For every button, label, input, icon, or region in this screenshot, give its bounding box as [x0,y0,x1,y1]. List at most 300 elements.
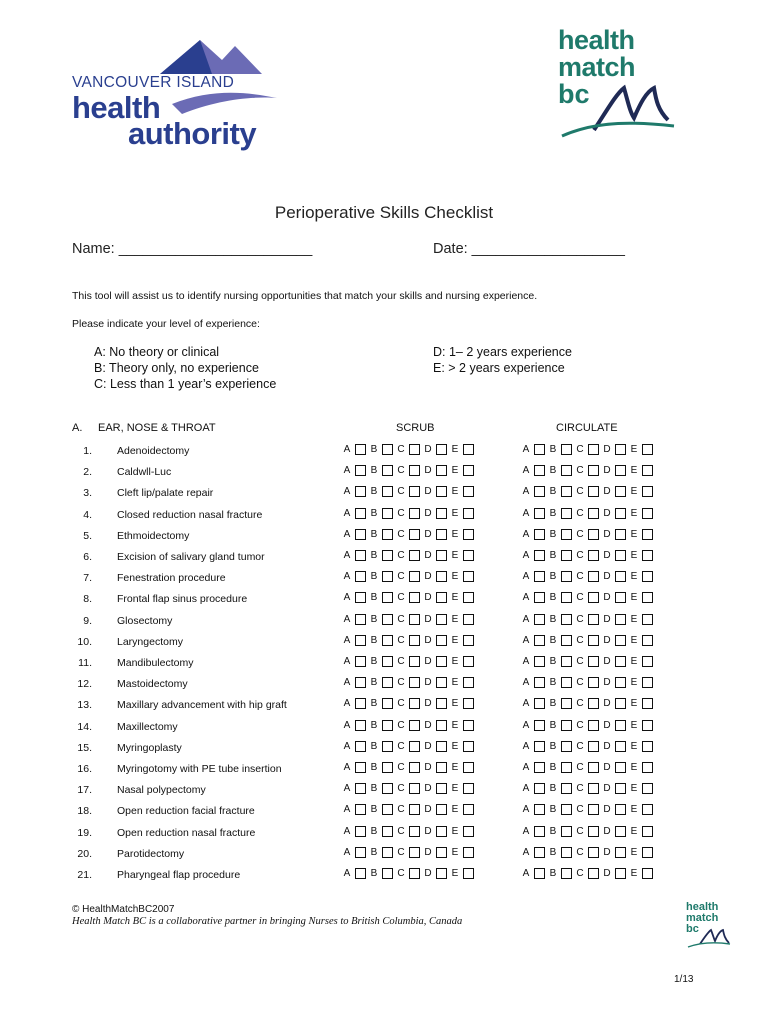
checkbox[interactable] [463,614,474,625]
checkbox[interactable] [615,847,626,858]
scrub-option-d[interactable] [423,635,450,646]
checkbox[interactable] [436,656,447,667]
scrub-option-e[interactable] [450,592,477,603]
checkbox[interactable] [382,529,393,540]
circulate-option-d[interactable] [602,508,629,519]
checkbox[interactable] [642,592,653,603]
circulate-option-c[interactable] [575,804,602,815]
checkbox[interactable] [409,720,420,731]
circulate-option-d[interactable] [602,698,629,709]
checkbox[interactable] [642,698,653,709]
checkbox[interactable] [588,635,599,646]
scrub-option-c[interactable] [396,635,423,646]
checkbox[interactable] [642,847,653,858]
checkbox[interactable] [382,677,393,688]
scrub-option-d[interactable] [423,465,450,476]
circulate-option-e[interactable] [629,868,656,879]
checkbox[interactable] [642,508,653,519]
checkbox[interactable] [436,571,447,582]
checkbox[interactable] [534,465,545,476]
checkbox[interactable] [463,508,474,519]
scrub-option-c[interactable] [396,529,423,540]
checkbox[interactable] [561,762,572,773]
checkbox[interactable] [561,486,572,497]
checkbox[interactable] [382,847,393,858]
checkbox[interactable] [561,529,572,540]
circulate-option-c[interactable] [575,698,602,709]
checkbox[interactable] [382,486,393,497]
scrub-option-e[interactable] [450,656,477,667]
checkbox[interactable] [382,550,393,561]
checkbox[interactable] [615,720,626,731]
scrub-option-e[interactable] [450,741,477,752]
checkbox[interactable] [409,529,420,540]
scrub-option-e[interactable] [450,783,477,794]
checkbox[interactable] [561,656,572,667]
circulate-option-c[interactable] [575,508,602,519]
scrub-option-e[interactable] [450,847,477,858]
scrub-option-e[interactable] [450,720,477,731]
circulate-option-a[interactable] [521,868,548,879]
checkbox[interactable] [382,508,393,519]
checkbox[interactable] [382,465,393,476]
circulate-option-d[interactable] [602,571,629,582]
circulate-option-d[interactable] [602,529,629,540]
scrub-option-b[interactable] [369,614,396,625]
checkbox[interactable] [463,550,474,561]
circulate-option-c[interactable] [575,444,602,455]
circulate-option-e[interactable] [629,635,656,646]
checkbox[interactable] [382,635,393,646]
checkbox[interactable] [382,444,393,455]
scrub-option-c[interactable] [396,486,423,497]
checkbox[interactable] [355,614,366,625]
checkbox[interactable] [588,762,599,773]
circulate-option-e[interactable] [629,677,656,688]
checkbox[interactable] [355,486,366,497]
checkbox[interactable] [588,444,599,455]
checkbox[interactable] [534,529,545,540]
checkbox[interactable] [588,529,599,540]
scrub-option-a[interactable] [342,762,369,773]
scrub-option-b[interactable] [369,677,396,688]
circulate-option-b[interactable] [548,529,575,540]
circulate-option-a[interactable] [521,614,548,625]
scrub-option-d[interactable] [423,656,450,667]
circulate-option-c[interactable] [575,529,602,540]
circulate-option-c[interactable] [575,656,602,667]
checkbox[interactable] [463,868,474,879]
scrub-option-c[interactable] [396,571,423,582]
circulate-option-b[interactable] [548,698,575,709]
checkbox[interactable] [642,720,653,731]
circulate-option-c[interactable] [575,826,602,837]
checkbox[interactable] [409,635,420,646]
checkbox[interactable] [534,868,545,879]
checkbox[interactable] [534,508,545,519]
checkbox[interactable] [355,656,366,667]
scrub-option-a[interactable] [342,847,369,858]
circulate-option-a[interactable] [521,592,548,603]
circulate-option-a[interactable] [521,762,548,773]
scrub-option-b[interactable] [369,804,396,815]
scrub-option-d[interactable] [423,804,450,815]
circulate-option-b[interactable] [548,465,575,476]
circulate-option-b[interactable] [548,571,575,582]
checkbox[interactable] [561,677,572,688]
scrub-option-b[interactable] [369,465,396,476]
checkbox[interactable] [588,698,599,709]
checkbox[interactable] [642,783,653,794]
checkbox[interactable] [561,847,572,858]
checkbox[interactable] [588,656,599,667]
circulate-option-e[interactable] [629,826,656,837]
checkbox[interactable] [463,804,474,815]
circulate-option-e[interactable] [629,529,656,540]
circulate-option-e[interactable] [629,762,656,773]
scrub-option-a[interactable] [342,826,369,837]
checkbox[interactable] [534,592,545,603]
checkbox[interactable] [382,741,393,752]
circulate-option-c[interactable] [575,465,602,476]
checkbox[interactable] [642,486,653,497]
checkbox[interactable] [355,804,366,815]
circulate-option-d[interactable] [602,720,629,731]
checkbox[interactable] [436,486,447,497]
checkbox[interactable] [642,614,653,625]
circulate-option-e[interactable] [629,508,656,519]
checkbox[interactable] [534,762,545,773]
circulate-option-a[interactable] [521,826,548,837]
checkbox[interactable] [615,677,626,688]
scrub-option-e[interactable] [450,529,477,540]
checkbox[interactable] [615,635,626,646]
scrub-option-a[interactable] [342,741,369,752]
checkbox[interactable] [588,677,599,688]
circulate-option-b[interactable] [548,486,575,497]
circulate-option-c[interactable] [575,571,602,582]
circulate-option-c[interactable] [575,592,602,603]
circulate-option-c[interactable] [575,847,602,858]
scrub-option-b[interactable] [369,486,396,497]
checkbox[interactable] [642,868,653,879]
scrub-option-d[interactable] [423,486,450,497]
checkbox[interactable] [642,571,653,582]
checkbox[interactable] [588,550,599,561]
checkbox[interactable] [561,614,572,625]
scrub-option-c[interactable] [396,698,423,709]
checkbox[interactable] [588,465,599,476]
circulate-option-a[interactable] [521,741,548,752]
checkbox[interactable] [355,720,366,731]
scrub-option-e[interactable] [450,465,477,476]
checkbox[interactable] [409,550,420,561]
checkbox[interactable] [588,847,599,858]
checkbox[interactable] [642,465,653,476]
scrub-option-c[interactable] [396,444,423,455]
checkbox[interactable] [615,783,626,794]
checkbox[interactable] [436,847,447,858]
circulate-option-b[interactable] [548,635,575,646]
circulate-option-a[interactable] [521,508,548,519]
checkbox[interactable] [561,465,572,476]
checkbox[interactable] [463,847,474,858]
checkbox[interactable] [436,783,447,794]
scrub-option-d[interactable] [423,698,450,709]
circulate-option-d[interactable] [602,783,629,794]
checkbox[interactable] [642,635,653,646]
checkbox[interactable] [561,868,572,879]
scrub-option-c[interactable] [396,720,423,731]
checkbox[interactable] [436,868,447,879]
circulate-option-b[interactable] [548,762,575,773]
checkbox[interactable] [436,804,447,815]
checkbox[interactable] [534,635,545,646]
circulate-option-d[interactable] [602,868,629,879]
checkbox[interactable] [436,508,447,519]
checkbox[interactable] [463,592,474,603]
circulate-option-b[interactable] [548,741,575,752]
checkbox[interactable] [642,529,653,540]
circulate-option-b[interactable] [548,550,575,561]
checkbox[interactable] [355,868,366,879]
circulate-option-b[interactable] [548,677,575,688]
circulate-option-b[interactable] [548,656,575,667]
checkbox[interactable] [355,508,366,519]
circulate-option-b[interactable] [548,444,575,455]
checkbox[interactable] [615,698,626,709]
checkbox[interactable] [561,592,572,603]
circulate-option-c[interactable] [575,486,602,497]
checkbox[interactable] [382,592,393,603]
checkbox[interactable] [534,783,545,794]
checkbox[interactable] [355,550,366,561]
checkbox[interactable] [561,826,572,837]
circulate-option-d[interactable] [602,847,629,858]
checkbox[interactable] [463,720,474,731]
circulate-option-b[interactable] [548,804,575,815]
checkbox[interactable] [615,465,626,476]
checkbox[interactable] [382,868,393,879]
checkbox[interactable] [561,508,572,519]
checkbox[interactable] [409,592,420,603]
circulate-option-a[interactable] [521,529,548,540]
circulate-option-d[interactable] [602,550,629,561]
checkbox[interactable] [355,677,366,688]
scrub-option-a[interactable] [342,720,369,731]
checkbox[interactable] [642,762,653,773]
scrub-option-c[interactable] [396,508,423,519]
checkbox[interactable] [355,529,366,540]
checkbox[interactable] [463,698,474,709]
checkbox[interactable] [463,571,474,582]
checkbox[interactable] [355,465,366,476]
checkbox[interactable] [534,804,545,815]
checkbox[interactable] [615,550,626,561]
checkbox[interactable] [355,571,366,582]
checkbox[interactable] [615,486,626,497]
checkbox[interactable] [463,783,474,794]
scrub-option-b[interactable] [369,783,396,794]
checkbox[interactable] [561,444,572,455]
scrub-option-e[interactable] [450,571,477,582]
scrub-option-d[interactable] [423,741,450,752]
scrub-option-c[interactable] [396,762,423,773]
circulate-option-d[interactable] [602,635,629,646]
circulate-option-e[interactable] [629,783,656,794]
checkbox[interactable] [355,635,366,646]
circulate-option-c[interactable] [575,720,602,731]
checkbox[interactable] [382,804,393,815]
checkbox[interactable] [463,677,474,688]
checkbox[interactable] [463,826,474,837]
scrub-option-c[interactable] [396,677,423,688]
checkbox[interactable] [588,783,599,794]
circulate-option-d[interactable] [602,614,629,625]
checkbox[interactable] [588,868,599,879]
checkbox[interactable] [561,741,572,752]
checkbox[interactable] [436,677,447,688]
checkbox[interactable] [615,656,626,667]
scrub-option-e[interactable] [450,804,477,815]
checkbox[interactable] [355,741,366,752]
checkbox[interactable] [642,677,653,688]
scrub-option-d[interactable] [423,826,450,837]
checkbox[interactable] [561,783,572,794]
checkbox[interactable] [436,614,447,625]
scrub-option-b[interactable] [369,635,396,646]
checkbox[interactable] [382,826,393,837]
scrub-option-d[interactable] [423,847,450,858]
scrub-option-b[interactable] [369,868,396,879]
checkbox[interactable] [409,486,420,497]
checkbox[interactable] [561,635,572,646]
checkbox[interactable] [382,762,393,773]
scrub-option-b[interactable] [369,444,396,455]
checkbox[interactable] [409,804,420,815]
scrub-option-a[interactable] [342,635,369,646]
scrub-option-c[interactable] [396,868,423,879]
checkbox[interactable] [642,550,653,561]
checkbox[interactable] [382,614,393,625]
circulate-option-d[interactable] [602,741,629,752]
checkbox[interactable] [534,571,545,582]
checkbox[interactable] [534,847,545,858]
circulate-option-a[interactable] [521,720,548,731]
scrub-option-e[interactable] [450,698,477,709]
checkbox[interactable] [382,720,393,731]
circulate-option-a[interactable] [521,550,548,561]
scrub-option-d[interactable] [423,720,450,731]
checkbox[interactable] [534,698,545,709]
scrub-option-e[interactable] [450,635,477,646]
scrub-option-a[interactable] [342,783,369,794]
checkbox[interactable] [561,550,572,561]
scrub-option-c[interactable] [396,804,423,815]
circulate-option-a[interactable] [521,635,548,646]
circulate-option-c[interactable] [575,868,602,879]
scrub-option-a[interactable] [342,804,369,815]
checkbox[interactable] [409,614,420,625]
circulate-option-a[interactable] [521,677,548,688]
circulate-option-a[interactable] [521,571,548,582]
checkbox[interactable] [436,635,447,646]
circulate-option-a[interactable] [521,847,548,858]
checkbox[interactable] [642,804,653,815]
checkbox[interactable] [436,698,447,709]
scrub-option-a[interactable] [342,486,369,497]
checkbox[interactable] [436,741,447,752]
checkbox[interactable] [409,571,420,582]
scrub-option-a[interactable] [342,698,369,709]
scrub-option-c[interactable] [396,847,423,858]
checkbox[interactable] [436,550,447,561]
circulate-option-e[interactable] [629,804,656,815]
checkbox[interactable] [615,571,626,582]
circulate-option-d[interactable] [602,592,629,603]
checkbox[interactable] [534,614,545,625]
checkbox[interactable] [615,741,626,752]
circulate-option-e[interactable] [629,486,656,497]
circulate-option-b[interactable] [548,826,575,837]
scrub-option-b[interactable] [369,508,396,519]
circulate-option-e[interactable] [629,614,656,625]
checkbox[interactable] [463,465,474,476]
scrub-option-d[interactable] [423,868,450,879]
checkbox[interactable] [615,868,626,879]
checkbox[interactable] [588,804,599,815]
checkbox[interactable] [409,762,420,773]
scrub-option-e[interactable] [450,677,477,688]
checkbox[interactable] [615,762,626,773]
scrub-option-b[interactable] [369,656,396,667]
circulate-option-d[interactable] [602,826,629,837]
scrub-option-c[interactable] [396,550,423,561]
circulate-option-b[interactable] [548,614,575,625]
scrub-option-b[interactable] [369,592,396,603]
circulate-option-e[interactable] [629,571,656,582]
scrub-option-e[interactable] [450,550,477,561]
scrub-option-e[interactable] [450,486,477,497]
checkbox[interactable] [463,635,474,646]
checkbox[interactable] [588,571,599,582]
scrub-option-a[interactable] [342,508,369,519]
checkbox[interactable] [561,720,572,731]
checkbox[interactable] [355,698,366,709]
checkbox[interactable] [355,444,366,455]
checkbox[interactable] [436,762,447,773]
scrub-option-b[interactable] [369,571,396,582]
circulate-option-d[interactable] [602,656,629,667]
checkbox[interactable] [409,698,420,709]
circulate-option-b[interactable] [548,508,575,519]
scrub-option-a[interactable] [342,592,369,603]
scrub-option-d[interactable] [423,529,450,540]
checkbox[interactable] [463,656,474,667]
circulate-option-a[interactable] [521,656,548,667]
checkbox[interactable] [409,868,420,879]
checkbox[interactable] [409,847,420,858]
checkbox[interactable] [588,486,599,497]
circulate-option-a[interactable] [521,444,548,455]
scrub-option-c[interactable] [396,741,423,752]
circulate-option-b[interactable] [548,592,575,603]
circulate-option-c[interactable] [575,614,602,625]
checkbox[interactable] [561,804,572,815]
checkbox[interactable] [534,486,545,497]
circulate-option-c[interactable] [575,762,602,773]
checkbox[interactable] [463,762,474,773]
